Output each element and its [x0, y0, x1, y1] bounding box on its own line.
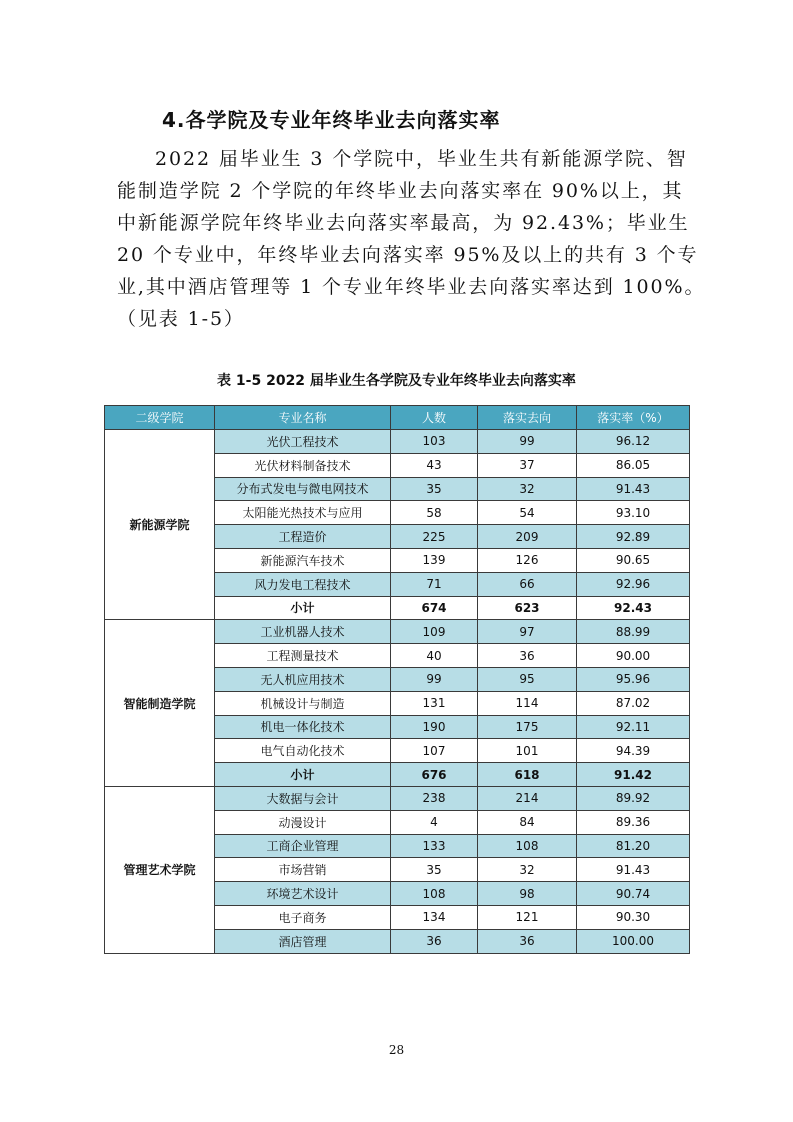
- placed-count: 99: [478, 430, 577, 454]
- placed-count: 54: [478, 501, 577, 525]
- placed-count: 126: [478, 548, 577, 572]
- paragraph-line: 20 个专业中，年终毕业去向落实率 95%及以上的共有 3 个专: [117, 244, 699, 266]
- student-count: 107: [391, 739, 478, 763]
- student-count: 103: [391, 430, 478, 454]
- placement-rate: 92.11: [577, 715, 690, 739]
- student-count: 139: [391, 548, 478, 572]
- paragraph-line: （见表 1-5）: [117, 308, 245, 330]
- college-name: 新能源学院: [105, 430, 215, 620]
- major-name: 电气自动化技术: [215, 739, 391, 763]
- major-name: 大数据与会计: [215, 786, 391, 810]
- placement-rate: 89.92: [577, 786, 690, 810]
- major-name: 动漫设计: [215, 810, 391, 834]
- placement-rate: 94.39: [577, 739, 690, 763]
- placed-count: 97: [478, 620, 577, 644]
- major-name: 工商企业管理: [215, 834, 391, 858]
- major-name: 光伏材料制备技术: [215, 453, 391, 477]
- placement-rate: 92.89: [577, 525, 690, 549]
- placement-rate: 95.96: [577, 667, 690, 691]
- paragraph-line: 中新能源学院年终毕业去向落实率最高，为 92.43%；毕业生: [117, 212, 690, 234]
- major-name: 太阳能光热技术与应用: [215, 501, 391, 525]
- placed-count: 37: [478, 453, 577, 477]
- college-name: 智能制造学院: [105, 620, 215, 787]
- placed-count: 32: [478, 858, 577, 882]
- header-major: 专业名称: [215, 406, 391, 430]
- student-count: 99: [391, 667, 478, 691]
- body-paragraph: [117, 143, 706, 335]
- student-count: 58: [391, 501, 478, 525]
- placed-count: 209: [478, 525, 577, 549]
- major-name: 环境艺术设计: [215, 882, 391, 906]
- placement-rate-table: [104, 405, 690, 954]
- major-name: 光伏工程技术: [215, 430, 391, 454]
- placed-count: 84: [478, 810, 577, 834]
- placed-count: 114: [478, 691, 577, 715]
- student-count: 133: [391, 834, 478, 858]
- placed-count: 32: [478, 477, 577, 501]
- student-count: 109: [391, 620, 478, 644]
- paragraph-line: 能制造学院 2 个学院的年终毕业去向落实率在 90%以上，其: [117, 180, 684, 202]
- placement-rate: 89.36: [577, 810, 690, 834]
- placement-rate: 91.43: [577, 477, 690, 501]
- placed-count: 98: [478, 882, 577, 906]
- placement-rate: 81.20: [577, 834, 690, 858]
- major-name: 工程造价: [215, 525, 391, 549]
- major-name: 工业机器人技术: [215, 620, 391, 644]
- table-caption: 表 1-5 2022 届毕业生各学院及专业年终毕业去向落实率: [217, 373, 576, 389]
- student-count: 131: [391, 691, 478, 715]
- major-name: 新能源汽车技术: [215, 548, 391, 572]
- section-heading: 4.各学院及专业年终毕业去向落实率: [162, 108, 501, 132]
- subtotal-rate: 92.43: [577, 596, 690, 620]
- header-college: 二级学院: [105, 406, 215, 430]
- major-name: 机电一体化技术: [215, 715, 391, 739]
- subtotal-label: 小计: [215, 763, 391, 787]
- student-count: 4: [391, 810, 478, 834]
- placement-rate: 100.00: [577, 929, 690, 953]
- student-count: 134: [391, 905, 478, 929]
- placement-rate: 91.43: [577, 858, 690, 882]
- placed-count: 121: [478, 905, 577, 929]
- subtotal-count: 674: [391, 596, 478, 620]
- student-count: 108: [391, 882, 478, 906]
- subtotal-rate: 91.42: [577, 763, 690, 787]
- placement-rate: 90.00: [577, 644, 690, 668]
- major-name: 电子商务: [215, 905, 391, 929]
- page-number: 28: [388, 1043, 405, 1057]
- placement-rate: 92.96: [577, 572, 690, 596]
- placed-count: 108: [478, 834, 577, 858]
- placement-rate: 90.74: [577, 882, 690, 906]
- paragraph-line: 业,其中酒店管理等 1 个专业年终毕业去向落实率达到 100%。: [117, 276, 706, 298]
- placement-rate: 93.10: [577, 501, 690, 525]
- header-rate: 落实率（%）: [577, 406, 690, 430]
- student-count: 43: [391, 453, 478, 477]
- college-name: 管理艺术学院: [105, 786, 215, 953]
- placement-rate: 88.99: [577, 620, 690, 644]
- student-count: 35: [391, 477, 478, 501]
- table-header-row: [105, 406, 690, 430]
- subtotal-count: 676: [391, 763, 478, 787]
- major-name: 风力发电工程技术: [215, 572, 391, 596]
- placed-count: 36: [478, 929, 577, 953]
- placed-count: 36: [478, 644, 577, 668]
- student-count: 36: [391, 929, 478, 953]
- placement-rate: 90.30: [577, 905, 690, 929]
- paragraph-line: 2022 届毕业生 3 个学院中，毕业生共有新能源学院、智: [155, 148, 688, 170]
- placed-count: 101: [478, 739, 577, 763]
- subtotal-placed: 618: [478, 763, 577, 787]
- placement-rate: 90.65: [577, 548, 690, 572]
- table-body: [105, 430, 690, 954]
- table-row: [105, 430, 690, 454]
- major-name: 工程测量技术: [215, 644, 391, 668]
- subtotal-placed: 623: [478, 596, 577, 620]
- placed-count: 214: [478, 786, 577, 810]
- table-row: [105, 786, 690, 810]
- placed-count: 66: [478, 572, 577, 596]
- placement-rate: 96.12: [577, 430, 690, 454]
- table-row: [105, 620, 690, 644]
- placed-count: 175: [478, 715, 577, 739]
- student-count: 225: [391, 525, 478, 549]
- placement-rate: 86.05: [577, 453, 690, 477]
- student-count: 40: [391, 644, 478, 668]
- major-name: 机械设计与制造: [215, 691, 391, 715]
- student-count: 190: [391, 715, 478, 739]
- placed-count: 95: [478, 667, 577, 691]
- placement-rate: 87.02: [577, 691, 690, 715]
- student-count: 35: [391, 858, 478, 882]
- student-count: 238: [391, 786, 478, 810]
- major-name: 酒店管理: [215, 929, 391, 953]
- student-count: 71: [391, 572, 478, 596]
- major-name: 无人机应用技术: [215, 667, 391, 691]
- major-name: 市场营销: [215, 858, 391, 882]
- major-name: 分布式发电与微电网技术: [215, 477, 391, 501]
- subtotal-label: 小计: [215, 596, 391, 620]
- header-placed: 落实去向: [478, 406, 577, 430]
- header-count: 人数: [391, 406, 478, 430]
